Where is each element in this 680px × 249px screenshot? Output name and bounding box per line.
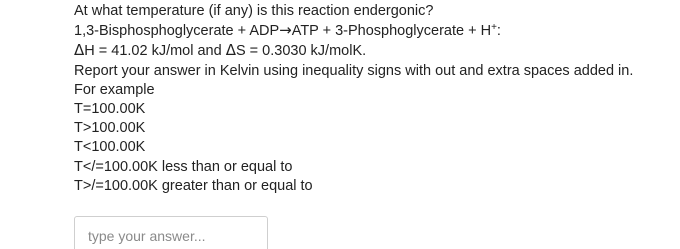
reaction-colon: : (496, 23, 501, 40)
example-line: T<100.00K (74, 139, 146, 156)
for-example-label: For example (74, 81, 155, 98)
reaction-equation (74, 21, 678, 41)
entropy-value: S = 0.3030 kJ/molK. (235, 43, 367, 60)
answer-input[interactable] (74, 216, 268, 249)
reaction-reactants: 1,3-Bisphosphoglycerate + ADP (74, 23, 280, 40)
enthalpy-value: H = 41.02 kJ/mol and (84, 43, 226, 60)
delta-s-symbol: Δ (225, 41, 236, 60)
example-line: T>/=100.00K greater than or equal to (74, 177, 313, 194)
delta-h-symbol: Δ (74, 41, 85, 60)
reaction-products: ATP + 3-Phosphoglycerate + H (291, 23, 492, 40)
question-text (74, 2, 678, 196)
proton-charge: + (491, 22, 497, 34)
example-line: T=100.00K (74, 101, 146, 118)
instructions-text: Report your answer in Kelvin using inequality signs with out and extra spaces added in. (74, 62, 634, 79)
reaction-arrow-icon: → (279, 21, 292, 40)
example-line: T</=100.00K less than or equal to (74, 158, 293, 175)
question-prompt: At what temperature (if any) is this reaction endergonic? (74, 3, 434, 19)
example-line: T>100.00K (74, 120, 146, 137)
thermo-values (74, 41, 678, 61)
